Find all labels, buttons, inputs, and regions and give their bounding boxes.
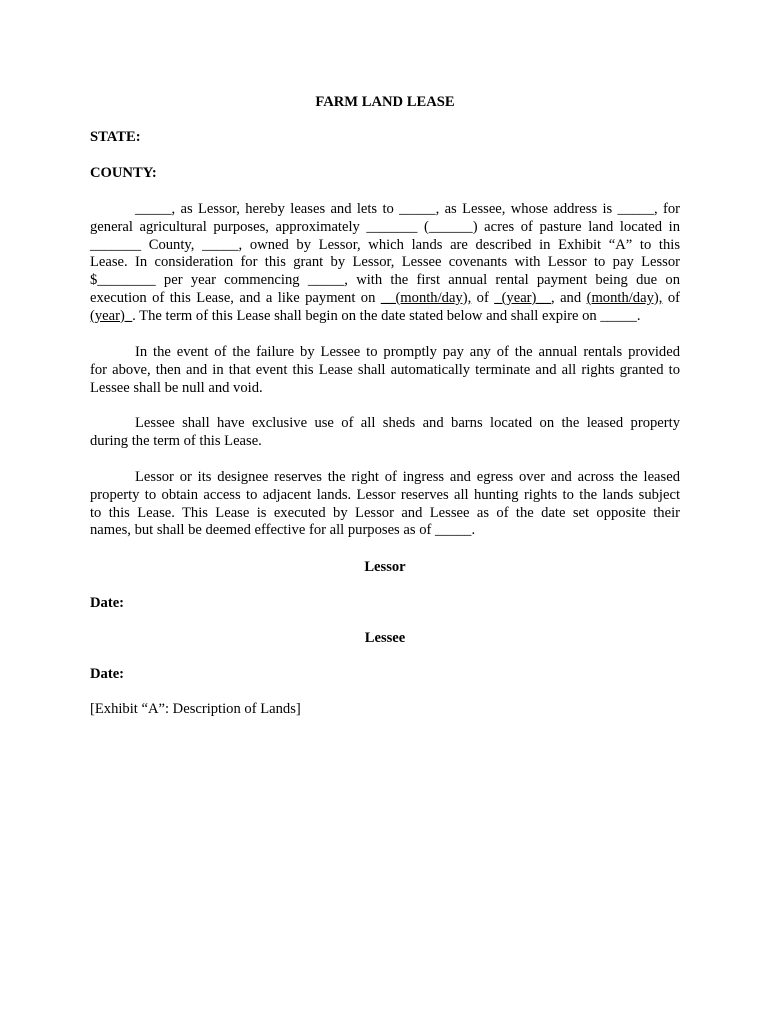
date-label-lessor: Date: bbox=[90, 595, 125, 611]
lease-terms-paragraph bbox=[90, 201, 680, 326]
paragraph-line: Lessor or its designee reserves the right of ingress and egress over and across the leased bbox=[135, 469, 680, 485]
paragraph-line: property to obtain access to adjacent lands. Lessor reserves all hunting rights to the lands subject bbox=[90, 486, 680, 503]
month-day-blank: __(month/day), bbox=[380, 289, 472, 306]
text-segment: execution of this Lease, and a like payment on bbox=[90, 289, 381, 306]
ingress-egress-paragraph bbox=[90, 469, 680, 540]
paragraph-line bbox=[90, 308, 680, 326]
paragraph-line: In the event of the failure by Lessee to promptly pay any of the annual rentals provided bbox=[135, 344, 680, 360]
paragraph-line: _______ County, _____, owned by Lessor, which lands are described in Exhibit “A” to this bbox=[90, 236, 680, 253]
sheds-barns-paragraph bbox=[90, 415, 680, 451]
paragraph-line bbox=[90, 290, 680, 308]
county-label: COUNTY: bbox=[90, 165, 157, 181]
text-segment: , and bbox=[551, 289, 587, 306]
year-blank: (year)_ bbox=[90, 307, 133, 324]
month-day-blank: (month/day), bbox=[586, 289, 663, 306]
year-blank: _(year)__ bbox=[494, 289, 551, 306]
lessee-signature-label: Lessee bbox=[364, 630, 406, 646]
paragraph-line: Lessee shall have exclusive use of all sheds and barns located on the leased property bbox=[135, 415, 680, 431]
document-title: FARM LAND LEASE bbox=[315, 94, 455, 110]
paragraph-line: Lease. In consideration for this grant by Lessor, Lessee covenants with Lessor to pay Lessor bbox=[90, 254, 680, 271]
paragraph-line: during the term of this Lease. bbox=[90, 432, 262, 449]
text-segment: . The term of this Lease shall begin on the date stated below and shall expire on _____. bbox=[132, 307, 641, 324]
paragraph-line: Lessee shall be null and void. bbox=[90, 379, 263, 396]
paragraph-line: to this Lease. This Lease is executed by Lessor and Lessee as of the date set opposite their bbox=[90, 504, 680, 521]
lessor-signature-label: Lessor bbox=[364, 559, 406, 575]
state-label: STATE: bbox=[90, 129, 141, 145]
paragraph-line: names, but shall be deemed effective for all purposes as of _____. bbox=[90, 522, 476, 539]
default-paragraph bbox=[90, 344, 680, 397]
date-label-lessee: Date: bbox=[90, 666, 125, 682]
paragraph-line: general agricultural purposes, approximately _______ (______) acres of pasture land located in bbox=[90, 218, 680, 235]
exhibit-a-reference: [Exhibit “A”: Description of Lands] bbox=[90, 701, 301, 717]
text-segment: of bbox=[471, 289, 495, 306]
paragraph-line: $________ per year commencing _____, with the first annual rental payment being due on bbox=[90, 272, 680, 289]
paragraph-line: _____, as Lessor, hereby leases and lets to _____, as Lessee, whose address is _____, for bbox=[135, 201, 680, 217]
text-segment: of bbox=[662, 289, 680, 306]
paragraph-line: for above, then and in that event this Lease shall automatically terminate and all rights granted to bbox=[90, 361, 680, 378]
